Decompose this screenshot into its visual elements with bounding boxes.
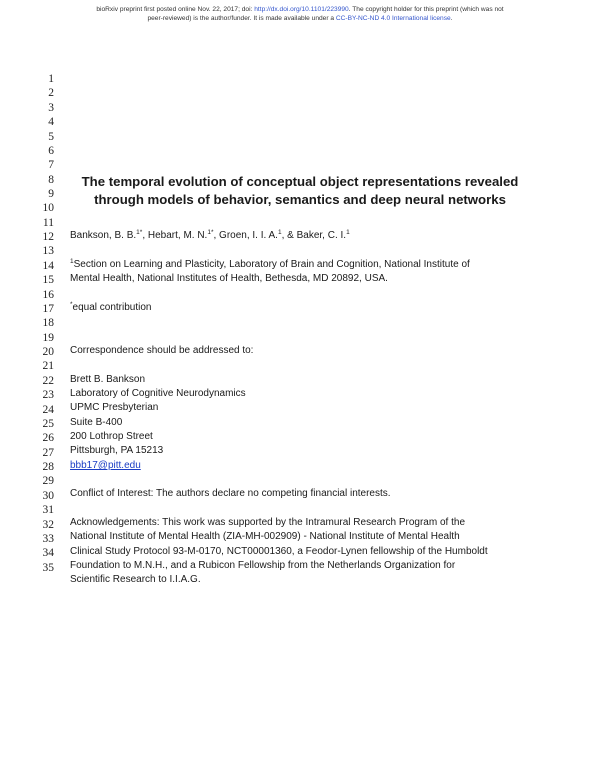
line-number: 12 <box>42 231 54 244</box>
correspondent-city: Pittsburgh, PA 15213 <box>70 445 164 456</box>
line-number: 24 <box>42 403 54 416</box>
acknowledgements-line-5: Scientific Research to I.I.A.G. <box>70 574 201 585</box>
line-number: 18 <box>42 317 54 330</box>
author-4-sup: 1 <box>346 229 350 236</box>
line-number: 22 <box>42 374 54 387</box>
line-number: 28 <box>42 461 54 473</box>
line-number: 20 <box>42 346 54 358</box>
author-2: , Hebart, M. N. <box>142 230 208 241</box>
correspondent-suite: Suite B-400 <box>70 417 123 428</box>
line-number: 23 <box>42 389 54 402</box>
banner-text: bioRxiv preprint first posted online Nov. 22, 2017; doi: <box>96 6 255 13</box>
line-number: 1 <box>48 73 54 85</box>
line-number: 11 <box>42 216 54 229</box>
banner-text-2: peer-reviewed) is the author/funder. It is made available under a <box>147 14 336 22</box>
acknowledgements-line-1: Acknowledgements: This work was supported by the Intramural Research Program of the <box>70 517 465 528</box>
line-number: 14 <box>42 259 54 272</box>
correspondent-lab: Laboratory of Cognitive Neurodynamics <box>70 388 246 399</box>
line-number: 16 <box>42 288 54 301</box>
banner-line-2 <box>0 15 600 24</box>
line-number: 8 <box>48 173 54 186</box>
affiliation-line-1 <box>70 258 470 272</box>
affiliation-sup: 1 <box>70 258 74 265</box>
banner-line-1 <box>0 6 600 15</box>
author-4: , & Baker, C. I. <box>281 230 347 241</box>
line-number: 34 <box>42 547 54 560</box>
line-number: 26 <box>42 432 54 445</box>
line-number: 2 <box>48 87 54 100</box>
author-list <box>70 229 350 243</box>
line-number: 17 <box>42 302 54 315</box>
line-number: 9 <box>48 188 54 200</box>
equal-contribution <box>70 301 151 315</box>
line-number: 4 <box>48 116 54 129</box>
banner-text-end: . The copyright holder for this preprint (which was not <box>348 6 504 13</box>
correspondent-name: Brett B. Bankson <box>70 374 146 385</box>
line-number: 13 <box>42 245 54 258</box>
acknowledgements-line-3: Clinical Study Protocol 93-M-0170, NCT00001360, a Feodor-Lynen fellowship of the Humboldt <box>70 546 488 557</box>
acknowledgements-line-2: National Institute of Mental Health (ZIA-MH-002909) - National Institute of Mental Health <box>70 531 460 542</box>
banner-text-2-end: . <box>450 14 453 22</box>
line-number: 29 <box>42 475 54 488</box>
equal-sup: * <box>70 301 73 308</box>
author-2-sup: 1* <box>207 229 214 236</box>
conflict-of-interest: Conflict of Interest: The authors declare no competing financial interests. <box>70 488 391 499</box>
correspondent-email-link[interactable]: bbb17@pitt.edu <box>70 460 141 471</box>
correspondent-street: 200 Lothrop Street <box>70 431 153 442</box>
preprint-banner <box>0 6 600 23</box>
doi-link[interactable]: http://dx.doi.org/10.1101/223990 <box>254 6 349 13</box>
line-number: 7 <box>48 159 54 172</box>
line-number: 30 <box>42 489 54 502</box>
license-link[interactable]: CC-BY-NC-ND 4.0 International license <box>335 14 451 22</box>
affiliation-line-2: Mental Health, National Institutes of Health, Bethesda, MD 20892, USA. <box>70 273 388 284</box>
line-number: 25 <box>42 417 54 430</box>
correspondent-hospital: UPMC Presbyterian <box>70 402 159 413</box>
line-number: 35 <box>42 561 54 574</box>
line-number: 15 <box>42 274 54 287</box>
line-number: 32 <box>42 518 54 531</box>
line-number: 19 <box>42 331 54 344</box>
author-1-sup: 1* <box>136 229 143 236</box>
author-3: , Groen, I. I. A. <box>213 230 278 241</box>
equal-text: equal contribution <box>72 302 152 313</box>
line-number: 10 <box>42 202 54 215</box>
author-3-sup: 1 <box>277 229 282 236</box>
author-1: Bankson, B. B. <box>70 230 137 241</box>
affiliation-text-1: Section on Learning and Plasticity, Laboratory of Brain and Cognition, National Institute of <box>73 259 470 270</box>
line-number: 21 <box>42 360 54 373</box>
line-number: 5 <box>48 130 54 143</box>
line-number: 31 <box>42 504 54 517</box>
acknowledgements-line-4: Foundation to M.N.H., and a Rubicon Fellowship from the Netherlands Organization for <box>70 560 456 571</box>
line-number: 3 <box>48 101 54 114</box>
line-number: 33 <box>42 532 54 545</box>
paper-title-line-2: through models of behavior, semantics and deep neural networks <box>94 192 506 207</box>
paper-title-line-1: The temporal evolution of conceptual object representations revealed <box>81 174 519 189</box>
line-number: 27 <box>42 446 54 459</box>
correspondence-intro: Correspondence should be addressed to: <box>70 345 254 356</box>
line-number: 6 <box>48 144 54 157</box>
